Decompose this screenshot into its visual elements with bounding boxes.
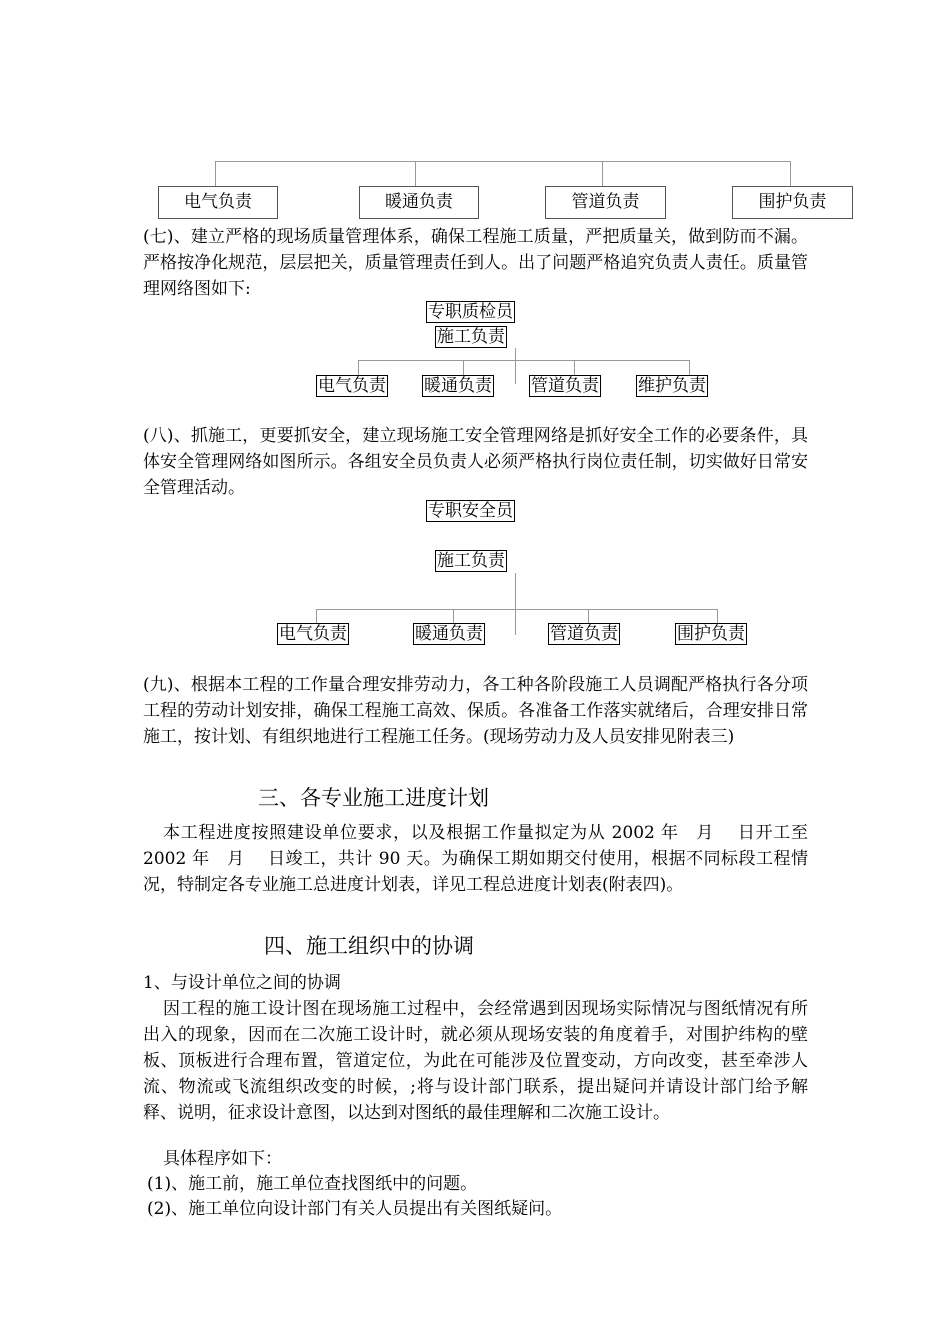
- step-1: (1)、施工前，施工单位查找图纸中的问题。: [147, 1174, 478, 1194]
- org-box-quality-inspector: 专职质检员: [428, 302, 513, 322]
- org-box-maintenance: 维护负责: [638, 376, 706, 396]
- org-box-hvac: 暖通负责: [359, 186, 479, 219]
- step-2: (2)、施工单位向设计部门有关人员提出有关图纸疑问。: [147, 1199, 563, 1219]
- section-7-paragraph: (七)、建立严格的现场质量管理体系，确保工程施工质量，严把质量关，做到防而不漏。严格按净化规范，层层把关，质量管理责任到人。出了问题严格追究负责人责任。质量管理网络图如下:: [143, 227, 808, 299]
- schedule-paragraph: 本工程进度按照建设单位要求，以及根据工作量拟定为从 2002 年 月 日开工至 2002 年 月 日竣工，共计 90 天。为确保工期如期交付使用，根据不同标段工程情况，特制定各专业施工总进度计划表，详见工程总进度计划表(附表四)。: [143, 823, 808, 895]
- org-box-hvac: 暖通负责: [415, 624, 483, 644]
- org-box-safety-officer: 专职安全员: [428, 501, 513, 521]
- connector-line: [453, 609, 454, 623]
- connector-line: [316, 609, 718, 610]
- connector-line: [316, 609, 317, 623]
- connector-line: [358, 360, 690, 361]
- connector-line: [602, 161, 603, 186]
- connector-line: [515, 573, 516, 635]
- connector-line: [689, 360, 690, 375]
- org-box-hvac: 暖通负责: [424, 376, 492, 396]
- org-box-piping: 管道负责: [550, 624, 618, 644]
- org-box-construction-lead: 施工负责: [437, 551, 505, 571]
- connector-line: [790, 161, 791, 186]
- org-box-enclosure: 围护负责: [732, 186, 853, 219]
- steps-intro: 具体程序如下：: [163, 1149, 282, 1169]
- section-heading-3: 三、各专业施工进度计划: [258, 786, 489, 810]
- org-box-electrical: 电气负责: [158, 186, 278, 219]
- section-heading-4: 四、施工组织中的协调: [264, 934, 474, 958]
- coord-item-1: 1、与设计单位之间的协调: [143, 973, 341, 993]
- connector-line: [215, 161, 790, 162]
- org-box-piping: 管道负责: [531, 376, 599, 396]
- connector-line: [415, 161, 416, 186]
- org-box-piping: 管道负责: [545, 186, 666, 219]
- section-9-paragraph: (九)、根据本工程的工作量合理安排劳动力，各工种各阶段施工人员调配严格执行各分项工程的劳动计划安排，确保工程施工高效、保质。各准备工作落实就绪后，合理安排日常施工，按计划、有组织地进行工程施工任务。(现场劳动力及人员安排见附表三): [143, 675, 808, 747]
- connector-line: [574, 360, 575, 375]
- connector-line: [588, 609, 589, 623]
- org-box-enclosure: 围护负责: [677, 624, 745, 644]
- connector-line: [717, 609, 718, 623]
- connector-line: [463, 360, 464, 375]
- org-box-construction-lead: 施工负责: [437, 327, 505, 347]
- coord-paragraph: 因工程的施工设计图在现场施工过程中，会经常遇到因现场实际情况与图纸情况有所出入的现象，因而在二次施工设计时，就必须从现场安装的角度着手，对围护纬构的壁板、顶板进行合理布置，管道定位，为此在可能涉及位置变动，方向改变，甚至牵涉人流、物流或飞流组织改变的时候，;将与设计部门联系，提出疑问并请设计部门给予解释、说明，征求设计意图，以达到对图纸的最佳理解和二次施工设计。: [143, 999, 808, 1123]
- connector-line: [515, 348, 516, 384]
- section-8-paragraph: (八)、抓施工，更要抓安全，建立现场施工安全管理网络是抓好安全工作的必要条件，具体安全管理网络如图所示。各组安全员负责人必须严格执行岗位责任制，切实做好日常安全管理活动。: [143, 426, 808, 498]
- org-box-electrical: 电气负责: [318, 376, 386, 396]
- org-box-electrical: 电气负责: [279, 624, 347, 644]
- connector-line: [358, 360, 359, 375]
- connector-line: [215, 161, 216, 186]
